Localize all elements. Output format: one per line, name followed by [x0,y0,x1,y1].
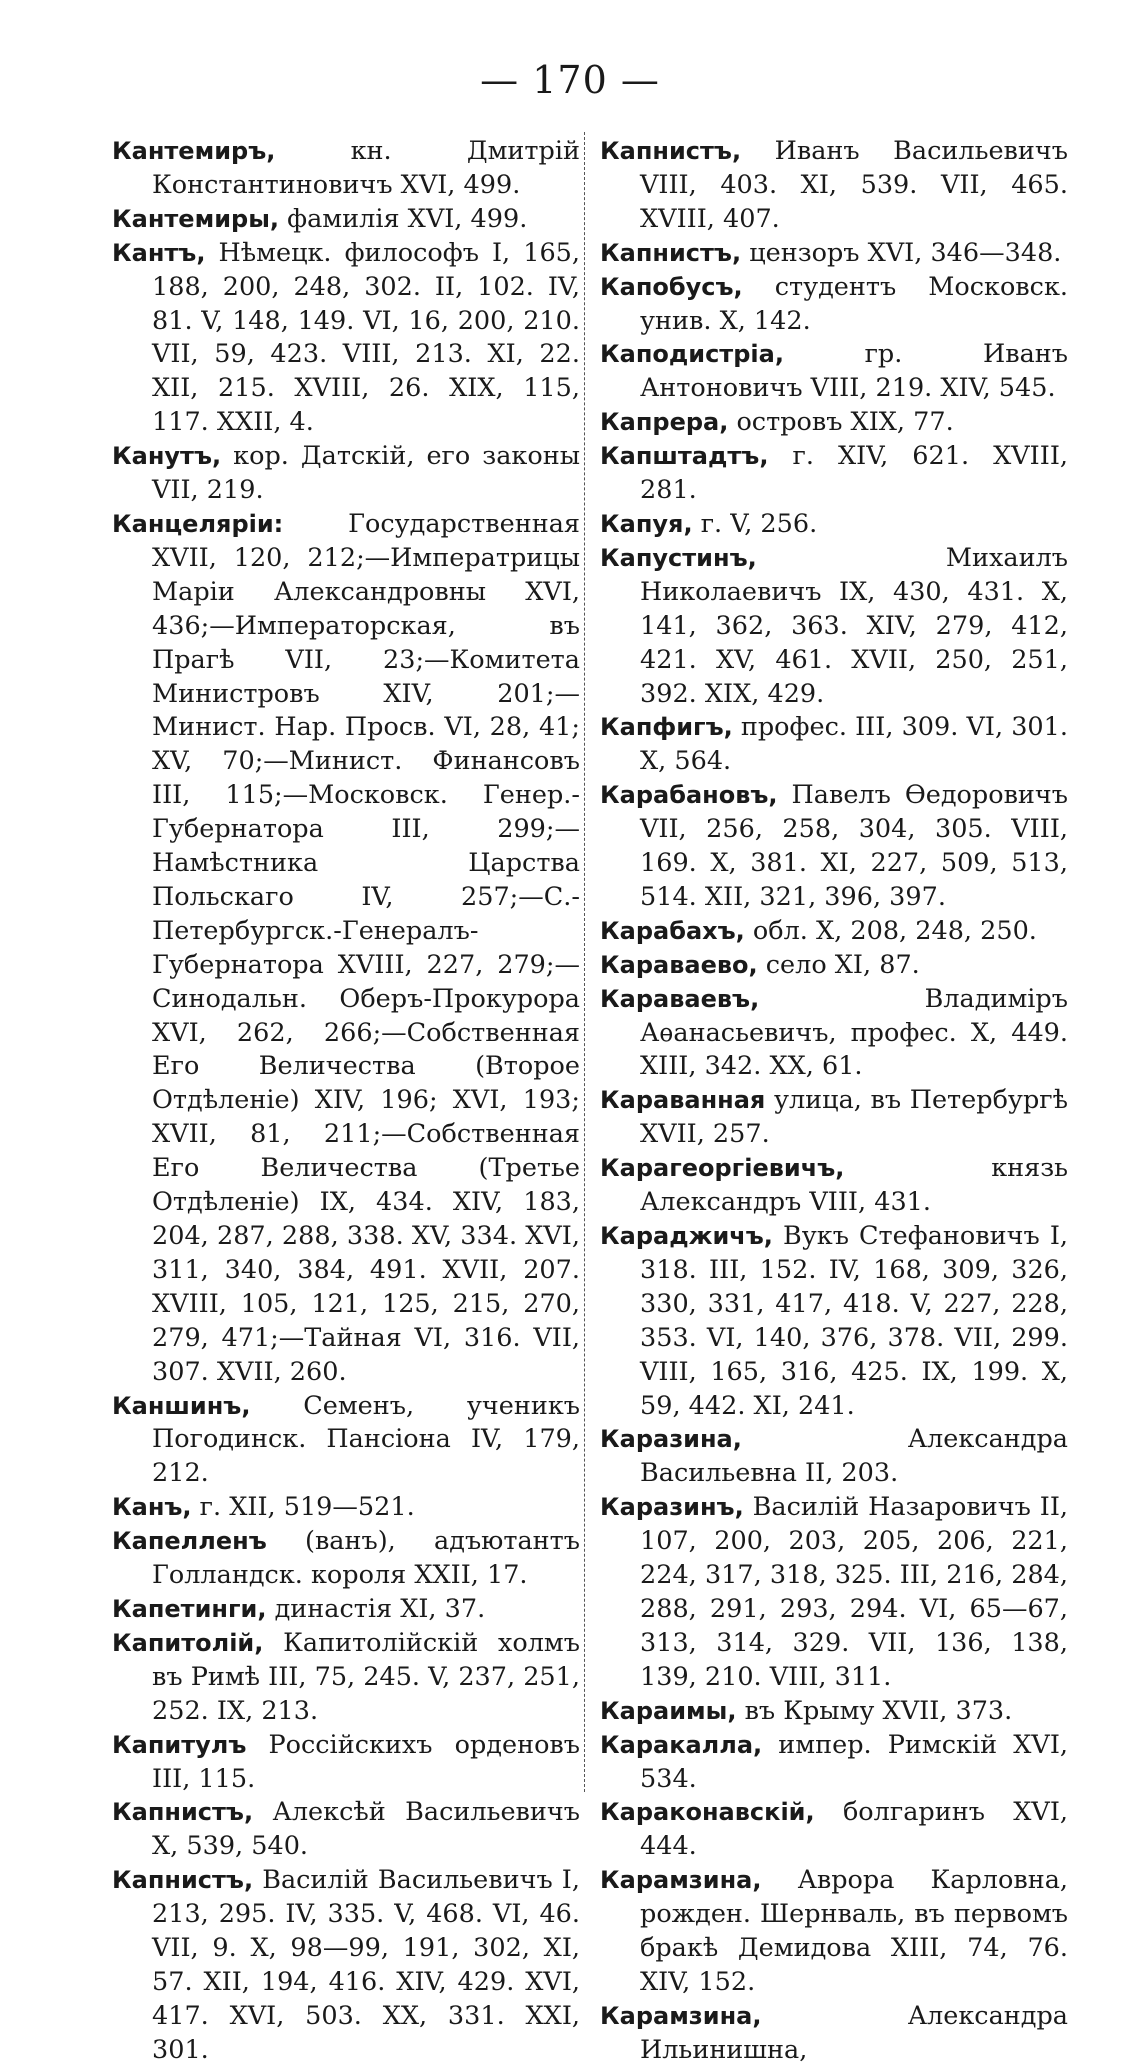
index-entry [112,1525,580,1593]
index-entry [112,1796,580,1864]
index-entry [600,1423,1068,1491]
entry-references: (ванъ), адъютантъ Голландск. короля XXII, 17. [152,1526,581,1591]
entry-references: Вукъ Стефановичъ I, 318. III, 152. IV, 168, 309, 326, 330, 331, 417, 418. V, 227, 228, 353. VI, 140, 376, 378. VII, 299. VIII, 165, 316, 425. IX, 199. X, 59, 442. XI, 241. [640,1221,1069,1421]
entry-headword: Капрера, [600,408,729,437]
index-entry [112,1390,580,1492]
entry-references: гр. Иванъ Антоновичъ VIII, 219. XIV, 545. [640,339,1068,404]
entry-headword: Капнистъ, [112,1798,254,1827]
page-number: — 170 — [480,58,660,102]
entry-references: Владиміръ Аѳанасьевичъ, профес. X, 449. XIII, 342. XX, 61. [640,983,1068,1082]
index-entry [600,1796,1068,1864]
index-entry [600,915,1068,949]
entry-headword: Капнистъ, [600,238,742,267]
entry-references: Павелъ Ѳедоровичъ VII, 256, 258, 304, 305. VIII, 169. X, 381. XI, 227, 509, 513, 514. XII, 321, 396, 397. [640,780,1068,912]
entry-references: г. XII, 519—521. [199,1492,415,1523]
index-entry [600,1220,1068,1423]
entry-headword: Караконавскій, [600,1798,815,1827]
entry-headword: Капустинъ, [600,543,757,572]
entry-headword: Каразинъ, [600,1493,744,1522]
entry-headword: Караваево, [600,950,758,979]
index-entry [600,542,1068,712]
index-entry [600,1152,1068,1220]
entry-headword: Караванная [600,1086,766,1115]
index-entry [600,135,1068,237]
entry-references: Александра Васильевна II, 203. [640,1424,1068,1489]
column-divider [584,132,585,1792]
entry-references: Алексѣй Васильевичъ X, 539, 540. [152,1797,580,1862]
entry-references: въ Крыму XVII, 373. [744,1695,1013,1726]
entry-headword: Караимы, [600,1696,737,1725]
index-entry [600,440,1068,508]
entry-references: г. V, 256. [700,508,818,539]
entry-headword: Канутъ, [112,442,222,471]
entry-headword: Капфигъ, [600,713,733,742]
entry-headword: Капитолій, [112,1628,264,1657]
entry-references: Россійскихъ орденовъ III, 115. [152,1729,581,1794]
entry-references: Иванъ Васильевичъ VIII, 403. XI, 539. VII, 465. XVIII, 407. [640,136,1068,234]
entry-headword: Кантъ, [112,238,206,267]
index-entry [112,440,580,508]
index-entry [112,508,580,1390]
entry-references: Василій Васильевичъ I, 213, 295. IV, 335. V, 468. VI, 46. VII, 9. X, 98—99, 191, 302, XI, 57. XII, 194, 416. XIV, 429. XVI, 417. XVI, 503. XX, 331. XXI, 301. [152,1865,580,2065]
index-entry [112,237,580,440]
entry-references: профес. III, 309. VI, 301. X, 564. [640,712,1068,777]
entry-headword: Капитулъ [112,1730,247,1759]
entry-headword: Каподистріа, [600,340,784,369]
index-entry [112,1627,580,1729]
entry-references: село XI, 87. [765,949,920,980]
entry-headword: Кантемиръ, [112,137,276,165]
index-entry [600,711,1068,779]
index-entry [112,1491,580,1525]
index-entry [112,1729,580,1797]
entry-headword: Капелленъ [112,1527,267,1556]
right-column [600,135,1068,2068]
index-entry [112,1593,580,1627]
index-entry [600,1491,1068,1694]
index-entry [600,779,1068,915]
entry-references: Нѣмецк. философъ I, 165, 188, 200, 248, 302. II, 102. IV, 81. V, 148, 149. VI, 16, 200, 210. VII, 59, 423. VIII, 213. XI, 22. XII, 215. XVIII, 26. XIX, 115, 117. XXII, 4. [152,237,580,438]
entry-headword: Каракалла, [600,1730,763,1759]
entry-references: Аврора Карловна, рожден. Шернваль, въ первомъ бракѣ Демидова XIII, 74, 76. XIV, 152. [640,1865,1068,1997]
entry-headword: Карамзина, [600,2001,762,2030]
index-entry [600,983,1068,1085]
entry-headword: Капетинги, [112,1594,267,1623]
entry-headword: Капуя, [600,509,693,538]
entry-headword: Карамзина, [600,1866,762,1895]
entry-references: кн. Дмитрій Константиновичъ XVI, 499. [152,136,580,200]
entry-references: болгаринъ XVI, 444. [640,1797,1069,1862]
index-entry [600,508,1068,542]
index-entry [600,406,1068,440]
entry-references: г. XIV, 621. XVIII, 281. [640,441,1069,506]
index-entry [600,949,1068,983]
index-entry [112,203,580,237]
entry-references: цензоръ XVI, 346—348. [749,237,1062,268]
entry-headword: Капнистъ, [112,1866,254,1895]
entry-references: династія XI, 37. [274,1593,486,1624]
index-entry [600,271,1068,339]
entry-headword: Капштадтъ, [600,442,769,471]
entry-references: Михаилъ Николаевичъ IX, 430, 431. X, 141, 362, 363. XIV, 279, 412, 421. XV, 461. XVII, 250, 251, 392. XIX, 429. [640,542,1068,709]
entry-headword: Каразина, [600,1425,742,1454]
entry-references: Семенъ, ученикъ Погодинск. Пансіона IV, 179, 212. [152,1390,580,1489]
entry-headword: Карабановъ, [600,781,778,810]
entry-headword: Карабахъ, [600,916,745,945]
entry-headword: Караджичъ, [600,1222,773,1250]
entry-references: князь Александръ VIII, 431. [640,1153,1068,1218]
entry-references: улица, въ Петербургѣ XVII, 257. [640,1085,1069,1150]
index-entry [600,1695,1068,1729]
entry-references: Александра Ильинишна, [640,2000,1068,2065]
index-entry [600,1084,1068,1152]
index-entry [600,2000,1068,2068]
entry-references: обл. X, 208, 248, 250. [752,915,1037,946]
entry-references: Капитолійскій холмъ въ Римѣ III, 75, 245. V, 237, 251, 252. IX, 213. [152,1627,580,1726]
entry-headword: Капнистъ, [600,137,742,165]
entry-references: кор. Датскій, его законы VII, 219. [152,441,580,506]
entry-headword: Карагеоргіевичъ, [600,1154,845,1183]
index-entry [112,1864,580,2067]
index-entry [600,1864,1068,2000]
entry-references: студентъ Московск. унив. X, 142. [640,271,1068,336]
entry-references: фамилія XVI, 499. [287,203,528,234]
entry-references: импер. Римскій XVI, 534. [640,1729,1068,1794]
entry-references: островъ XIX, 77. [736,407,954,438]
index-entry [600,237,1068,271]
index-entry [600,1729,1068,1797]
left-column [112,135,580,2068]
entry-headword: Капобусъ, [600,272,743,301]
entry-headword: Канъ, [112,1493,192,1522]
entry-references: Государственная XVII, 120, 212;—Императрицы Маріи Александровны XVI, 436;—Императорская, въ Прагѣ VII, 23;—Комитета Министровъ XIV, 201;—Минист. Нар. Просв. VI, 28, 41; XV, 70;—Минист. Финансовъ III, 115;—Московск. Генер.-Губернатора III, 299;—Намѣстника Царства Польскаго IV, 257;—С.-Петербургск.-Генералъ-Губернатора XVIII, 227, 279;—Синодальн. Оберъ-Прокурора XVI, 262, 266;—Собственная Его Величества (Второе Отдѣленіе) XIV, 196; XVI, 193; XVII, 81, 211;—Собственная Его Величества (Третье Отдѣленіе) IX, 434. XIV, 183, 204, 287, 288, 338. XV, 334. XVI, 311, 340, 384, 491. XVII, 207. XVIII, 105, 121, 125, 215, 270, 279, 471;—Тайная VI, 316. VII, 307. XVII, 260. [152,508,580,1387]
entry-headword: Канцеляріи: [112,509,284,538]
entry-headword: Караваевъ, [600,984,760,1013]
index-entry [600,338,1068,406]
entry-references: Василій Назаровичъ II, 107, 200, 203, 205, 206, 221, 224, 317, 318, 325. III, 216, 284, 288, 291, 293, 294. VI, 65—67, 313, 314, 329. VII, 136, 138, 139, 210. VIII, 311. [640,1492,1069,1692]
index-entry [112,135,580,203]
entry-headword: Каншинъ, [112,1391,251,1420]
entry-headword: Кантемиры, [112,204,280,233]
